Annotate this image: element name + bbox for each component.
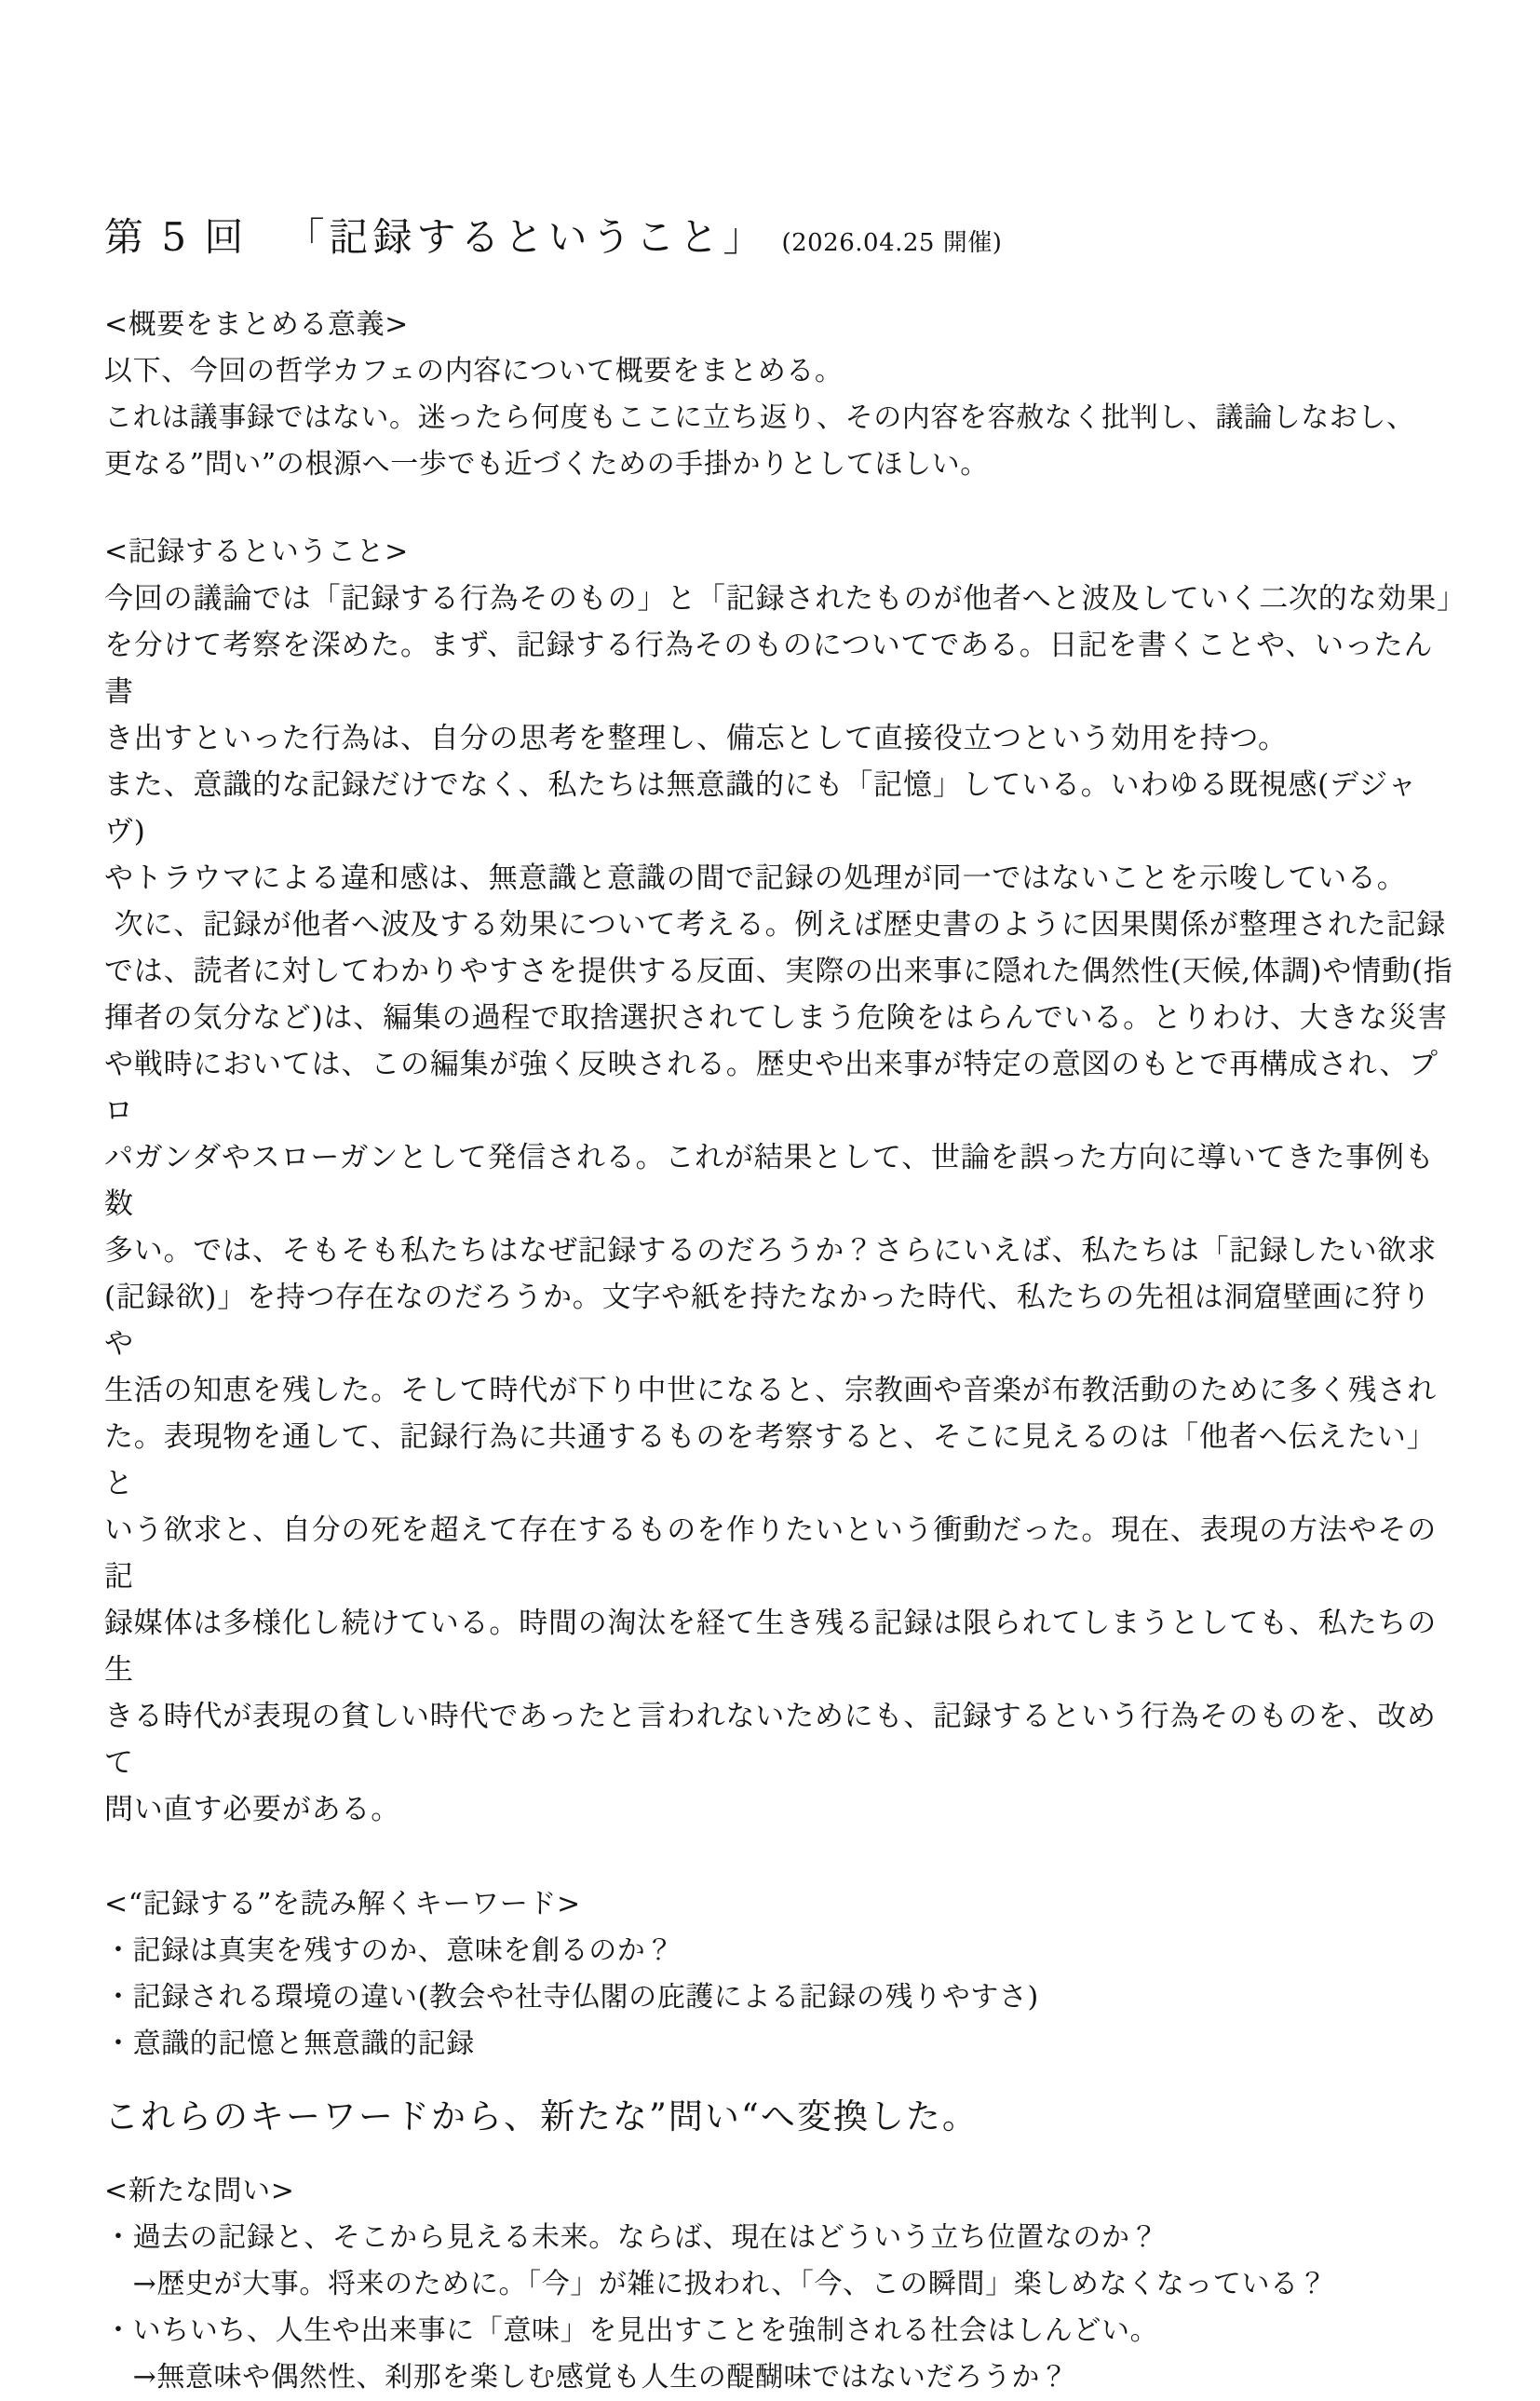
keywords-heading: <“記録する”を読み解くキーワード> (104, 1888, 581, 1920)
text-line: いう欲求と、自分の死を超えて存在するものを作りたいという衝動だった。現在、表現の方法やその記 (104, 1513, 1437, 1594)
text-line: 生活の知恵を残した。そして時代が下り中世になると、宗教画や音楽が布教活動のために多く残され (104, 1374, 1437, 1407)
text-line: では、読者に対してわかりやすさを提供する反面、実際の出来事に隠れた偶然性(天候,体調)や情動(指 (104, 955, 1453, 988)
text-line: きる時代が表現の貧しい時代であったと言われないためにも、記録するという行為そのものを、改めて (104, 1700, 1437, 1780)
text-line: を分けて考察を深めた。まず、記録する行為そのものについてである。日記を書くことや、いったん書 (104, 629, 1434, 709)
keyword-item: ・記録は真実を残すのか、意味を創るのか？ (104, 1934, 674, 1967)
text-line: 以下、今回の哲学カフェの内容について概要をまとめる。 (104, 355, 844, 387)
keyword-item: ・意識的記憶と無意識的記録 (104, 2028, 475, 2060)
title-text: 「記録するということ」 (285, 214, 767, 260)
text-line: (記録欲)」を持つ存在なのだろうか。文字や紙を持たなかった時代、私たちの先祖は洞窟壁画に狩りや (104, 1281, 1431, 1361)
keywords-list (104, 1928, 1454, 2068)
text-line: パガンダやスローガンとして発信される。これが結果として、世論を誤った方向に導いてきた事例も数 (104, 1141, 1435, 1221)
question-item: →歴史が大事。将来のために。「今」が雑に扱われ、「今、この瞬間」楽しめなくなっている？ (104, 2268, 1328, 2300)
recording-heading: <記録するということ> (104, 536, 409, 568)
question-item: ・いちいち、人生や出来事に「意味」を見出すことを強制される社会はしんどい。 (104, 2314, 1159, 2347)
text-line: た。表現物を通して、記録行為に共通するものを考察すると、そこに見えるのは「他者へ伝えたい」と (104, 1420, 1437, 1500)
text-line: 今回の議論では「記録する行為そのもの」と「記録されたものが他者へと波及していく二次的な効果」 (104, 582, 1466, 616)
session-number: 第 5 回 (104, 214, 247, 260)
overview-heading: <概要をまとめる意義> (104, 308, 409, 341)
text-line: これは議事録ではない。迷ったら何度もここに立ち返り、その内容を容赦なく批判し、議論しなおし、 (104, 401, 1415, 434)
question-item: ・過去の記録と、そこから見える未来。ならば、現在はどういう立ち位置なのか？ (104, 2221, 1159, 2254)
section-recording (104, 529, 1466, 1833)
transition-statement: これらのキーワードから、新たな”問い“へ変換した。 (104, 2096, 979, 2136)
questions-list (104, 2215, 1454, 2401)
text-line: また、意識的な記録だけでなく、私たちは無意識的にも「記憶」している。いわゆる既視感(デジャヴ) (104, 768, 1418, 848)
section-overview (104, 302, 1454, 488)
keyword-item: ・記録される環境の違い(教会や社寺仏閣の庇護による記録の残りやすさ) (104, 1981, 1039, 2014)
text-line: 次に、記録が他者へ波及する効果について考える。例えば歴史書のように因果関係が整理された記録 (104, 908, 1447, 942)
question-item: →無意味や偶然性、刹那を楽しむ感覚も人生の醍醐味ではないだろうか？ (104, 2361, 1069, 2394)
text-line: や戦時においては、この編集が強く反映される。歴史や出来事が特定の意図のもとで再構成され、プロ (104, 1048, 1439, 1128)
document-title (104, 207, 1454, 263)
overview-body (104, 348, 1454, 488)
section-new-questions (104, 2168, 1454, 2401)
text-line: き出すといった行為は、自分の思考を整理し、備忘として直接役立つという効用を持つ。 (104, 722, 1288, 755)
text-line: やトラウマによる違和感は、無意識と意識の間で記録の処理が同一ではないことを示唆している。 (104, 861, 1407, 895)
title-date: (2026.04.25 開催) (781, 229, 1003, 257)
text-line: 更なる”問い”の根源へ一歩でも近づくための手掛かりとしてほしい。 (104, 448, 989, 481)
section-keywords (104, 1881, 1454, 2068)
questions-heading: <新たな問い> (104, 2175, 295, 2207)
text-line: 揮者の気分など)は、編集の過程で取捨選択されてしまう危険をはらんでいる。とりわけ、大きな災害 (104, 1001, 1448, 1035)
recording-body (104, 576, 1466, 1833)
text-line: 問い直す必要がある。 (104, 1793, 400, 1826)
text-line: 多い。では、そもそも私たちはなぜ記録するのだろうか？さらにいえば、私たちは「記録したい欲求 (104, 1234, 1437, 1268)
text-line: 録媒体は多様化し続けている。時間の淘汰を経て生き残る記録は限られてしまうとしても、私たちの生 (104, 1607, 1437, 1687)
